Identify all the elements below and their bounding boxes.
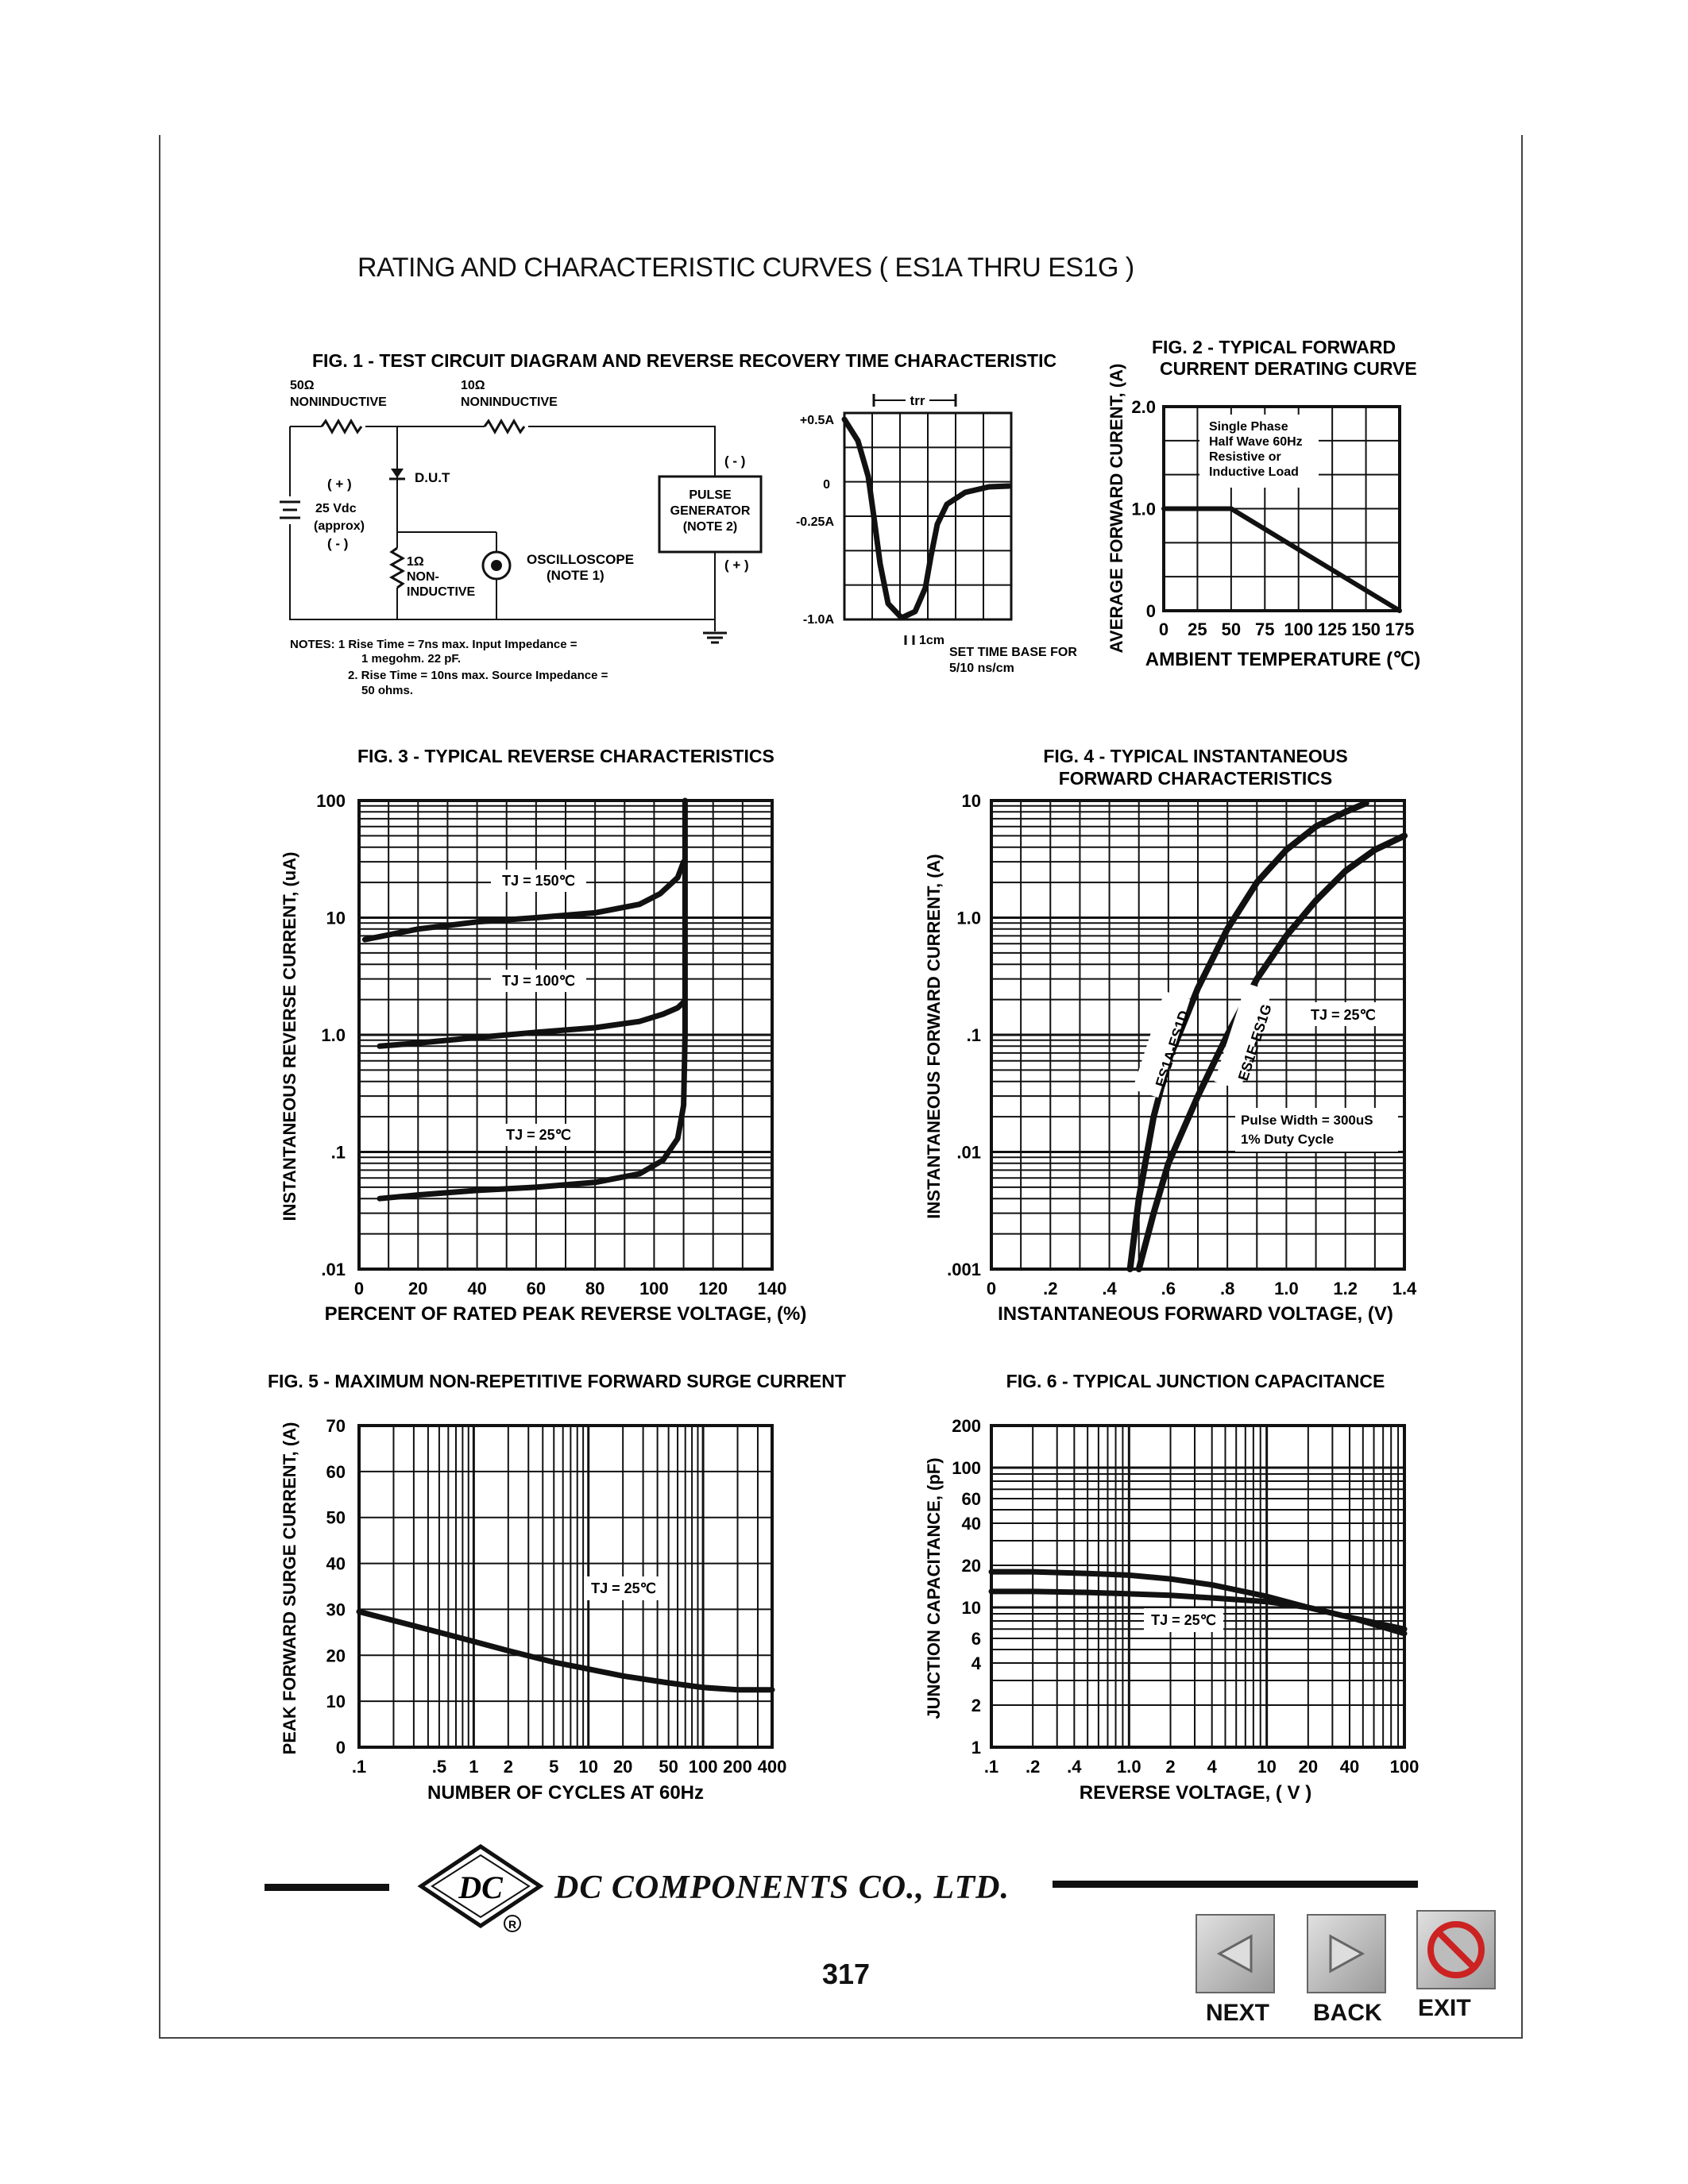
fig6-x-tick: 1.0 — [1117, 1757, 1141, 1777]
note-1: NOTES: 1 Rise Time = 7ns max. Input Impedance = — [290, 638, 577, 651]
fig2-title-2: CURRENT DERATING CURVE — [1160, 358, 1417, 379]
r2-label: NONINDUCTIVE — [461, 396, 558, 409]
fig4-x-tick: 1.2 — [1333, 1279, 1358, 1298]
svg-text:R: R — [508, 1918, 517, 1931]
diode-symbol — [391, 469, 404, 478]
wave-label-minus: -1.0A — [802, 613, 834, 627]
fig2-x-tick: 0 — [1158, 619, 1169, 639]
page-number: 317 — [822, 1958, 871, 1990]
fig2-xlabel: AMBIENT TEMPERATURE (℃) — [1145, 649, 1421, 670]
fig2-annotation: Inductive Load — [1209, 465, 1299, 479]
resistor-10ohm — [485, 421, 524, 432]
source-approx: (approx) — [314, 519, 365, 533]
fig5-y-tick: 10 — [326, 1692, 346, 1712]
fig3-x-tick: 120 — [698, 1279, 728, 1298]
fig3-x-tick: 140 — [757, 1279, 787, 1298]
fig5-y-tick: 60 — [326, 1461, 346, 1482]
back-label: BACK — [1313, 2000, 1382, 2026]
oscilloscope-center — [491, 560, 502, 571]
fig2-x-tick: 125 — [1317, 619, 1347, 639]
trr-label: trr — [910, 393, 925, 408]
fig6-y-tick: 100 — [952, 1457, 981, 1478]
source-voltage: 25 Vdc — [315, 502, 357, 515]
fig3-x-tick: 20 — [408, 1279, 428, 1298]
fig2-ylabel: AVERAGE FORWARD CURENT, (A) — [1107, 363, 1126, 654]
fig4-y-tick: 1.0 — [956, 908, 981, 928]
oscilloscope-label: OSCILLOSCOPE — [527, 552, 635, 567]
fig6-x-tick: 100 — [1389, 1757, 1420, 1777]
wave-label-quarter: -0.25A — [795, 515, 834, 529]
fig5-surge-curve — [359, 1611, 772, 1689]
fig5-x-tick: 20 — [612, 1757, 633, 1777]
fig2-annotation: Half Wave 60Hz — [1209, 435, 1303, 449]
fig5-x-tick: 100 — [688, 1757, 718, 1777]
fig6-ylabel: JUNCTION CAPACITANCE, (pF) — [924, 1457, 944, 1719]
back-button[interactable] — [1307, 1914, 1386, 1993]
fig3-y-tick: 10 — [326, 908, 346, 928]
fig4-series-label-1: ES1E-ES1G — [1234, 1001, 1275, 1083]
pulse-label-2: GENERATOR — [670, 504, 751, 518]
fig6-x-tick: 20 — [1298, 1757, 1319, 1777]
fig4-xlabel: INSTANTANEOUS FORWARD VOLTAGE, (V) — [998, 1303, 1393, 1325]
fig6-y-tick: 2 — [971, 1696, 981, 1716]
fig6-xlabel: REVERSE VOLTAGE, ( V ) — [1079, 1782, 1312, 1804]
fig4-y-tick: .001 — [947, 1260, 981, 1279]
fig6-y-tick: 4 — [971, 1653, 981, 1674]
fig5-title: FIG. 5 - MAXIMUM NON-REPETITIVE FORWARD SURGE CURRENT — [268, 1371, 846, 1391]
fig2-x-tick: 75 — [1255, 619, 1275, 639]
timebase-label: SET TIME BASE FOR — [949, 646, 1077, 659]
fig6-title: FIG. 6 - TYPICAL JUNCTION CAPACITANCE — [1006, 1371, 1385, 1391]
r1-value: 50Ω — [290, 379, 315, 392]
fig4-ylabel: INSTANTANEOUS FORWARD CURRENT, (A) — [924, 854, 944, 1219]
fig3-xlabel: PERCENT OF RATED PEAK REVERSE VOLTAGE, (%) — [324, 1303, 807, 1325]
fig3-y-tick: .1 — [330, 1142, 346, 1163]
footer-rule-left — [265, 1884, 389, 1891]
company-name: DC COMPONENTS CO., LTD. — [554, 1870, 1010, 1906]
note-1b: 1 megohm. 22 pF. — [361, 652, 462, 666]
fig4-x-tick: 0 — [986, 1279, 997, 1298]
exit-label: EXIT — [1418, 1995, 1471, 2021]
fig4-temp-label: TJ = 25℃ — [1311, 1007, 1376, 1023]
fig3-y-tick: 1.0 — [321, 1025, 346, 1045]
fig5-x-tick: .5 — [431, 1757, 447, 1777]
fig2-annotation: Single Phase — [1209, 420, 1288, 434]
fig6-x-tick: 2 — [1165, 1757, 1176, 1777]
fig2-x-tick: 175 — [1385, 619, 1415, 639]
fig3-x-tick: 100 — [639, 1279, 669, 1298]
fig4-x-tick: .2 — [1043, 1279, 1058, 1298]
note-2: 2. Rise Time = 10ns max. Source Impedance = — [348, 669, 608, 682]
fig4-title: FIG. 4 - TYPICAL INSTANTANEOUS — [1043, 746, 1348, 766]
fig5-y-tick: 0 — [335, 1738, 346, 1758]
fig5-x-tick: 1 — [469, 1757, 479, 1777]
page-title: RATING AND CHARACTERISTIC CURVES ( ES1A THRU ES1G ) — [357, 253, 1134, 283]
fig2-y-tick: 0 — [1145, 601, 1156, 621]
pulse-label: PULSE — [689, 488, 732, 502]
source-plus: ( + ) — [327, 477, 352, 492]
fig6-annotation: TJ = 25℃ — [1151, 1612, 1216, 1628]
fig6-y-tick: 10 — [961, 1597, 981, 1618]
fig3-x-tick: 80 — [585, 1279, 605, 1298]
fig6-y-tick: 200 — [952, 1416, 981, 1436]
fig3-series-label: TJ = 150℃ — [502, 873, 575, 889]
fig6-x-tick: 40 — [1339, 1757, 1360, 1777]
fig5-y-tick: 40 — [326, 1553, 346, 1574]
fig2-title: FIG. 2 - TYPICAL FORWARD — [1152, 337, 1396, 357]
fig4-series-label-0: ES1A-ES1D — [1152, 1008, 1192, 1090]
fig5-xlabel: NUMBER OF CYCLES AT 60Hz — [427, 1782, 705, 1804]
wave-label-zero: 0 — [823, 478, 830, 492]
oscilloscope-note: (NOTE 1) — [547, 568, 605, 583]
fig6-y-tick: 6 — [971, 1629, 981, 1650]
fig4-y-tick: 10 — [961, 791, 981, 811]
dut-label: D.U.T — [415, 470, 450, 485]
resistor-50ohm — [322, 421, 361, 432]
r3-label-2: INDUCTIVE — [407, 585, 476, 599]
fig4-y-tick: .1 — [966, 1025, 981, 1045]
fig6-x-tick: 10 — [1257, 1757, 1277, 1777]
company-logo — [413, 1843, 548, 1938]
footer-rule-right — [1053, 1881, 1418, 1888]
timebase-value: 5/10 ns/cm — [949, 662, 1014, 675]
source-minus: ( - ) — [327, 536, 349, 551]
fig5-y-tick: 20 — [326, 1646, 346, 1666]
fig4-x-tick: 1.0 — [1274, 1279, 1299, 1298]
r3-value: 1Ω — [407, 555, 424, 569]
pulse-note: (NOTE 2) — [682, 520, 738, 534]
fig6-y-tick: 1 — [971, 1738, 981, 1758]
note-2b: 50 ohms. — [361, 684, 414, 697]
next-button[interactable] — [1196, 1914, 1275, 1993]
fig5-y-tick: 30 — [326, 1599, 346, 1620]
fig2-x-tick: 150 — [1351, 619, 1381, 639]
fig2-y-tick: 2.0 — [1131, 397, 1156, 417]
fig5-frame — [359, 1426, 772, 1747]
fig1-title: FIG. 1 - TEST CIRCUIT DIAGRAM AND REVERSE RECOVERY TIME CHARACTERISTIC — [312, 350, 1057, 371]
fig4-title-2: FORWARD CHARACTERISTICS — [1058, 768, 1333, 789]
fig2-x-tick: 25 — [1188, 619, 1207, 639]
fig5-y-tick: 70 — [326, 1416, 346, 1436]
exit-button[interactable] — [1416, 1910, 1496, 1989]
r2-value: 10Ω — [461, 379, 485, 392]
fig3-x-tick: 0 — [353, 1279, 365, 1298]
fig6-x-tick: .2 — [1025, 1757, 1041, 1777]
fig2-annotation: Resistive or — [1209, 450, 1281, 464]
svg-text:DC: DC — [458, 1870, 503, 1905]
fig4-x-tick: .8 — [1219, 1279, 1235, 1298]
pulse-plus: ( + ) — [724, 558, 749, 573]
fig3-title: FIG. 3 - TYPICAL REVERSE CHARACTERISTICS — [357, 746, 774, 766]
fig3-y-tick: 100 — [316, 791, 346, 811]
next-label: NEXT — [1206, 2000, 1270, 2026]
fig4-pulse-label: Pulse Width = 300uS — [1241, 1113, 1373, 1128]
fig5-x-tick: 2 — [503, 1757, 513, 1777]
fig4-x-tick: .4 — [1102, 1279, 1117, 1298]
fig3-series-label: TJ = 100℃ — [502, 973, 575, 989]
fig4-y-tick: .01 — [956, 1142, 981, 1163]
no-entry-icon — [1424, 1918, 1488, 1981]
fig3-series-label: TJ = 25℃ — [506, 1127, 571, 1143]
fig3-ylabel: INSTANTANEOUS REVERSE CURRENT, (uA) — [280, 851, 299, 1221]
pulse-minus: ( - ) — [724, 453, 746, 469]
fig5-x-tick: 200 — [723, 1757, 752, 1777]
fig5-y-tick: 50 — [326, 1507, 346, 1528]
fig2-derating-line — [1164, 509, 1400, 612]
fig5-annotation: TJ = 25℃ — [591, 1580, 656, 1596]
fig2-y-tick: 1.0 — [1131, 499, 1156, 519]
resistor-1ohm — [392, 548, 403, 588]
fig2-x-tick: 100 — [1284, 619, 1314, 639]
fig5-x-tick: 50 — [659, 1757, 678, 1777]
fig2-x-tick: 50 — [1221, 619, 1242, 639]
fig5-x-tick: .1 — [351, 1757, 367, 1777]
fig6-x-tick: .1 — [983, 1757, 999, 1777]
fig6-y-tick: 40 — [961, 1514, 981, 1534]
cm-label: 1cm — [919, 634, 945, 647]
fig6-y-tick: 20 — [961, 1556, 981, 1576]
fig6-x-tick: .4 — [1067, 1757, 1082, 1777]
triangle-left-icon — [1211, 1930, 1259, 1978]
fig3-y-tick: .01 — [321, 1260, 346, 1279]
fig5-x-tick: 5 — [549, 1757, 559, 1777]
fig3-x-tick: 40 — [467, 1279, 487, 1298]
fig3-x-tick: 60 — [526, 1279, 547, 1298]
fig4-x-tick: .6 — [1161, 1279, 1176, 1298]
r3-label: NON- — [407, 570, 439, 584]
triangle-right-icon — [1323, 1930, 1370, 1978]
r1-label: NONINDUCTIVE — [290, 396, 387, 409]
fig5-ylabel: PEAK FORWARD SURGE CURRENT, (A) — [280, 1422, 299, 1755]
fig4-duty-label: 1% Duty Cycle — [1241, 1132, 1335, 1147]
fig5-x-tick: 10 — [578, 1757, 598, 1777]
fig6-y-tick: 60 — [961, 1489, 981, 1510]
fig5-x-tick: 400 — [757, 1757, 787, 1777]
fig6-x-tick: 4 — [1207, 1757, 1217, 1777]
fig4-x-tick: 1.4 — [1392, 1279, 1417, 1298]
wave-label-plus: +0.5A — [799, 414, 834, 427]
